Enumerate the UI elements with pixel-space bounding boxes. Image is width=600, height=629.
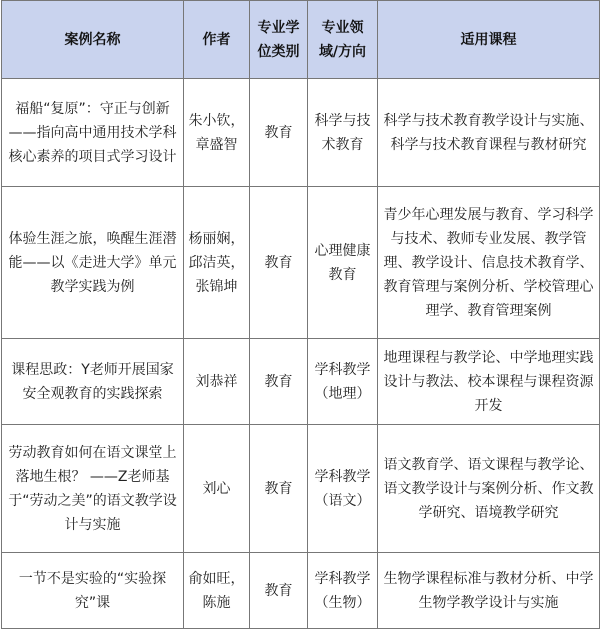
field-cell: 学科教学（地理） xyxy=(308,339,378,425)
case-table xyxy=(1,0,600,629)
field-cell: 学科教学（生物） xyxy=(308,553,378,629)
courses-cell: 科学与技术教育教学设计与实施、科学与技术教育课程与教材研究 xyxy=(378,79,600,187)
category-cell: 教育 xyxy=(250,425,308,553)
category-cell: 教育 xyxy=(250,79,308,187)
table-row xyxy=(2,187,600,339)
category-cell: 教育 xyxy=(250,553,308,629)
table-row xyxy=(2,79,600,187)
table-row xyxy=(2,553,600,629)
case-name-cell: 课程思政：Y老师开展国家安全观教育的实践探索 xyxy=(2,339,184,425)
header-courses: 适用课程 xyxy=(378,1,600,79)
table-row xyxy=(2,425,600,553)
courses-cell: 生物学课程标准与教材分析、中学生物学教学设计与实施 xyxy=(378,553,600,629)
author-cell: 杨丽娴，邱洁英，张锦坤 xyxy=(184,187,250,339)
case-name-cell: 一节不是实验的“实验探究”课 xyxy=(2,553,184,629)
header-field: 专业领域/方向 xyxy=(308,1,378,79)
courses-cell: 语文教育学、语文课程与教学论、语文教学设计与案例分析、作文教学研究、语境教学研究 xyxy=(378,425,600,553)
category-cell: 教育 xyxy=(250,339,308,425)
table-header-row xyxy=(2,1,600,79)
field-cell: 心理健康教育 xyxy=(308,187,378,339)
header-case-name: 案例名称 xyxy=(2,1,184,79)
table-row xyxy=(2,339,600,425)
courses-cell: 青少年心理发展与教育、学习科学与技术、教师专业发展、教学管理、教学设计、信息技术教育学、教育管理与案例分析、学校管理心理学、教育管理案例 xyxy=(378,187,600,339)
author-cell: 刘心 xyxy=(184,425,250,553)
field-cell: 学科教学（语文） xyxy=(308,425,378,553)
courses-cell: 地理课程与教学论、中学地理实践设计与教法、校本课程与课程资源开发 xyxy=(378,339,600,425)
field-cell: 科学与技术教育 xyxy=(308,79,378,187)
header-author: 作者 xyxy=(184,1,250,79)
header-degree-category: 专业学位类别 xyxy=(250,1,308,79)
case-name-cell: 福船“复原”：守正与创新 ——指向高中通用技术学科核心素养的项目式学习设计 xyxy=(2,79,184,187)
case-name-cell: 体验生涯之旅，唤醒生涯潜能——以《走进大学》单元教学实践为例 xyxy=(2,187,184,339)
case-name-cell: 劳动教育如何在语文课堂上落地生根？ ——Z老师基于“劳动之美”的语文教学设计与实施 xyxy=(2,425,184,553)
author-cell: 俞如旺，陈施 xyxy=(184,553,250,629)
category-cell: 教育 xyxy=(250,187,308,339)
author-cell: 朱小钦，章盛智 xyxy=(184,79,250,187)
author-cell: 刘恭祥 xyxy=(184,339,250,425)
